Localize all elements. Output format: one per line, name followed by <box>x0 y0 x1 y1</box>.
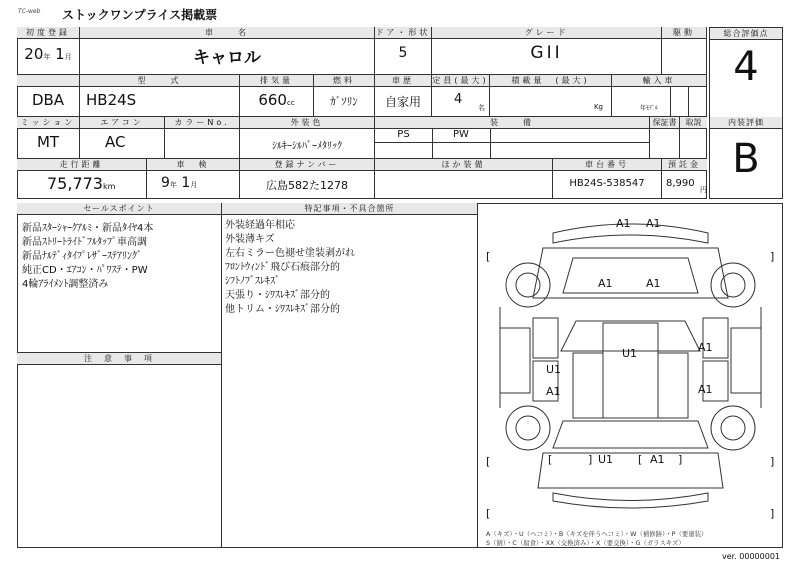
label-plate: 登録ナンバー <box>240 159 374 171</box>
row-first-reg <box>17 27 707 75</box>
special-notes-panel <box>222 203 478 548</box>
label-notes: 注 意 事 項 <box>17 353 221 365</box>
mission-value: MT <box>36 133 60 151</box>
special-note-item: 外装薄キズ <box>225 234 275 245</box>
mileage-unit: km <box>102 182 116 191</box>
first-reg-month: 1 <box>55 45 65 63</box>
sales-point-item: 純正CD・ｴｱｺﾝ・ﾊﾟﾜｽﾃ・PW <box>22 265 148 276</box>
damage-mark: A1 <box>650 453 665 466</box>
label-vin: 車台番号 <box>553 159 661 171</box>
inspection-year-unit: 年 <box>169 181 177 189</box>
model-prefix: DBA <box>31 91 65 109</box>
logo-icon: TC-web <box>18 8 41 15</box>
first-reg-year: 20 <box>24 45 44 63</box>
bracket: ] <box>770 250 775 263</box>
damage-mark: A1 <box>598 277 613 290</box>
model-value: HB24S <box>86 91 137 109</box>
label-other-equipment: ほか装備 <box>375 159 552 171</box>
label-mission: ミッション <box>17 117 79 129</box>
load-unit: Kg <box>593 103 603 111</box>
mileage-value: 75,773 <box>47 174 103 193</box>
year-unit: 年 <box>43 53 51 61</box>
aircon-value: AC <box>105 133 126 151</box>
overall-score: 4 <box>733 44 759 90</box>
evaluation-box <box>709 27 783 199</box>
special-note-item: 天張り・ｼﾜｽﾚｷｽﾞ部分的 <box>225 290 330 301</box>
damage-mark: A1 <box>698 383 713 396</box>
grade-value: GII <box>530 43 563 63</box>
special-note-item: 他トリム・ｼﾜｽﾚｷｽﾞ部分的 <box>225 304 340 315</box>
capacity-value: 4 <box>454 92 463 107</box>
equipment-pw: PW <box>432 128 491 143</box>
capacity-unit: 名 <box>478 104 485 112</box>
label-drive: 駆動 <box>662 27 706 39</box>
fuel-value: ｶﾞｿﾘﾝ <box>330 95 358 108</box>
bracket: [ <box>486 507 491 520</box>
sales-point-item: 新品ﾅﾙﾃﾞｨﾀｲﾌﾟﾚｻﾞｰｽﾃｱﾘﾝｸﾞ <box>22 251 142 262</box>
damage-mark: A1 <box>698 341 713 354</box>
damage-mark: U1 <box>546 363 562 376</box>
row-model <box>17 75 707 117</box>
doors-value: 5 <box>398 45 408 61</box>
label-deposit: 預託金 <box>662 159 707 171</box>
car-condition-diagram <box>478 203 783 548</box>
label-capacity: 定員(最大) <box>432 76 489 85</box>
car-name: キャロル <box>193 48 261 68</box>
label-import: 輸入車 <box>612 75 706 87</box>
yen-unit: 円 <box>700 186 707 194</box>
vin-value: HB24S-538547 <box>569 178 645 189</box>
month-unit: 月 <box>64 53 72 61</box>
sales-point-item: 新品ｽﾀｰｼｬｰｸｱﾙﾐ・新品ﾀｲﾔ4本 <box>22 223 154 234</box>
legend-line-2: S（錆）・C（腐食）・XX（交換済み）・X（要交換）・G（ガラスキズ） <box>486 539 685 547</box>
damage-mark: A1 <box>546 385 561 398</box>
interior-score: B <box>732 136 760 182</box>
history-value: 自家用 <box>384 95 421 109</box>
label-special-notes: 特記事項・不具合箇所 <box>222 203 477 215</box>
label-equipment: 装 備 <box>375 117 649 129</box>
bracket: ] <box>770 507 775 520</box>
sales-points-panel <box>17 203 222 353</box>
row-mission <box>17 117 707 159</box>
label-color-no: カラーNo. <box>165 117 239 129</box>
bracket: [ <box>486 455 491 468</box>
label-doors: ドア・形状 <box>375 28 431 37</box>
label-displacement: 排気量 <box>240 75 313 87</box>
damage-mark: U1 <box>598 453 614 466</box>
label-history: 車歴 <box>375 75 431 87</box>
damage-mark: U1 <box>622 347 638 360</box>
special-note-item: ｼﾌﾄﾉﾌﾞｽﾚｷｽﾞ <box>225 276 280 287</box>
plate-value: 広島582た1278 <box>266 179 348 192</box>
label-fuel: 燃料 <box>314 75 374 87</box>
label-load: 積載量 (最大) <box>490 75 611 87</box>
special-note-item: ﾌﾛﾝﾄｳｨﾝﾄﾞ飛び石痕部分的 <box>225 262 340 273</box>
damage-mark: A1 <box>646 277 661 290</box>
label-model: 型 式 <box>80 75 239 87</box>
bracket: [ <box>548 453 553 466</box>
inspection-month: 1 <box>181 175 191 191</box>
sales-point-item: 新品ｽﾄﾘｰﾄﾗｲﾄﾞﾌﾙﾀｯﾌﾟ車高調 <box>22 237 147 248</box>
inspection-month-unit: 月 <box>190 181 198 189</box>
label-grade: グレード <box>432 27 661 39</box>
label-overall: 総合評価点 <box>710 28 782 40</box>
legend-line-1: A（キズ）・U（ヘコミ）・B（キズを伴うヘコミ）・W（補修跡）・P（要塗装） <box>486 530 708 538</box>
deposit-value: 8,990 <box>666 178 695 189</box>
bracket: ] <box>588 453 593 466</box>
damage-mark: A1 <box>616 217 631 230</box>
displacement-value: 660 <box>258 91 287 109</box>
label-inspection: 車 検 <box>147 159 239 171</box>
special-note-item: 外装経過年相応 <box>225 220 295 231</box>
sales-point-item: 4輪ｱﾗｲﾒﾝﾄ調整済み <box>22 279 109 290</box>
special-note-item: 左右ミラー色褪せ塗装剥がれ <box>225 248 355 259</box>
label-sales-points: セールスポイント <box>17 203 221 215</box>
bracket: ] <box>770 455 775 468</box>
label-mileage: 走行距離 <box>17 159 146 171</box>
exterior-value: ｼﾙｷｰｼﾙﾊﾞｰﾒﾀﾘｯｸ <box>272 141 342 152</box>
bracket: ] <box>678 453 683 466</box>
cc-unit: cc <box>286 99 295 107</box>
label-first-reg: 初度登録 <box>17 27 79 39</box>
version-text: ver. 00000001 <box>721 552 780 561</box>
row-mileage <box>17 159 707 199</box>
label-interior: 内装評価 <box>710 117 782 129</box>
model-year-label: 年ﾓﾃﾞﾙ <box>640 105 659 112</box>
notes-panel <box>17 353 222 548</box>
label-car-name: 車 名 <box>80 27 374 39</box>
label-exterior: 外装色 <box>240 117 374 129</box>
damage-mark: A1 <box>646 217 661 230</box>
label-aircon: エアコン <box>80 117 164 129</box>
label-warranty: 保証書 <box>650 117 679 129</box>
equipment-ps: PS <box>375 128 433 143</box>
label-manual: 取説 <box>680 117 707 129</box>
bracket: [ <box>486 250 491 263</box>
inspection-year: 9 <box>161 175 170 191</box>
bracket: [ <box>638 453 643 466</box>
page-title: ストックワンプライス掲載票 <box>62 8 218 22</box>
